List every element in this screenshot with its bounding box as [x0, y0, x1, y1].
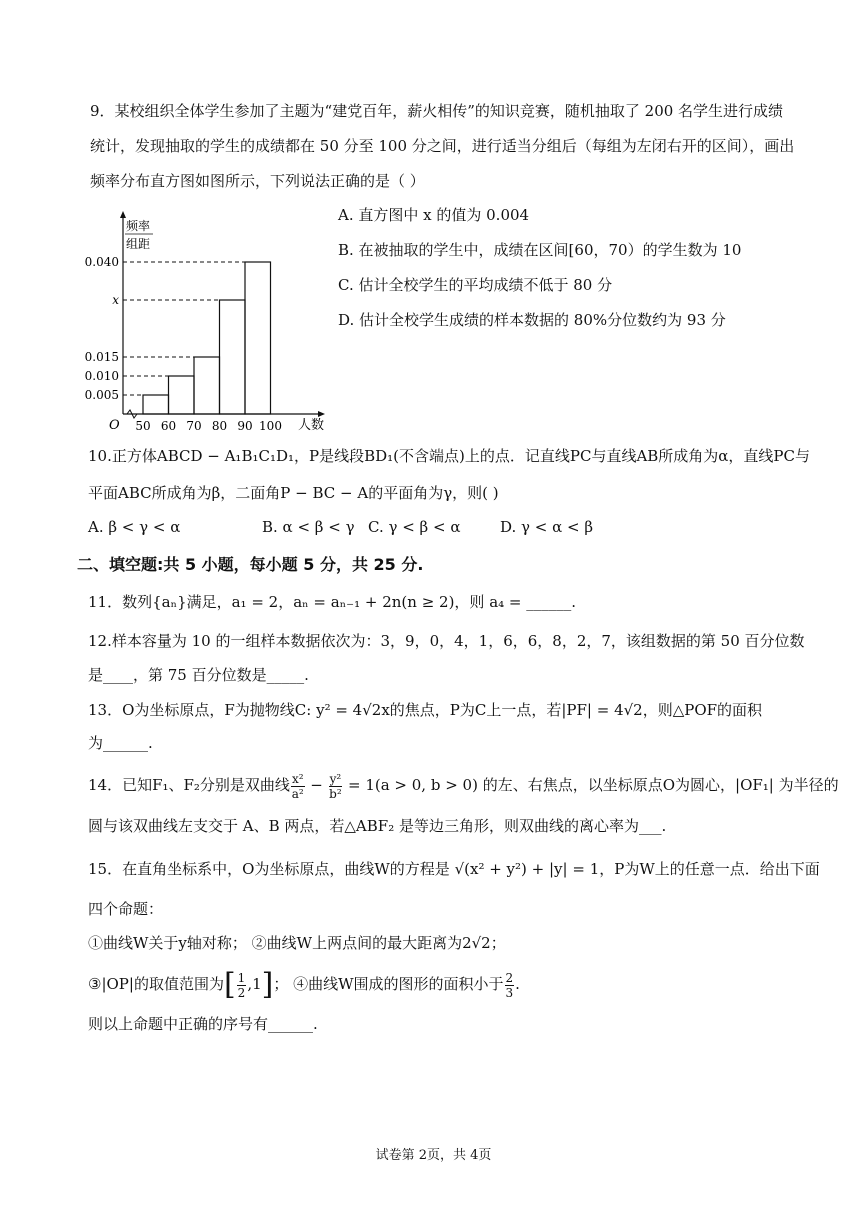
q10-option-a: A. β < γ < α: [88, 518, 181, 536]
q13-line-2: 为______.: [88, 734, 153, 752]
q9-option-d: D. 估计全校学生成绩的样本数据的 80%分位数约为 93 分: [338, 311, 726, 329]
q15-prop3-suffix: ,1: [247, 975, 262, 993]
q15-line-1: 15．在直角坐标系中，O为坐标原点，曲线W的方程是 √(x² + y²) + |y| = 1，P为W上的任意一点．给出下面: [88, 860, 820, 878]
q15-prop3-fraction: [237, 971, 247, 1000]
q9-stem-line-3: 频率分布直方图如图所示，下列说法正确的是（ ）: [90, 172, 425, 190]
histogram-bar-50-60: [143, 395, 169, 414]
q14-frac2-den: b²: [329, 786, 342, 801]
histogram-bar-90-100: [245, 262, 271, 414]
q14-frac1-num: x²: [291, 771, 304, 786]
x-tick-label: 100: [259, 419, 282, 433]
q10-option-b: B. α < β < γ: [262, 518, 355, 536]
q12-line-2: 是____，第 75 百分位数是_____.: [88, 666, 309, 684]
histogram-bar-60-70: [169, 376, 195, 414]
section-2-heading: 二、填空题:共 5 小题，每小题 5 分，共 25 分.: [77, 555, 424, 574]
page-footer: 试卷第 2页，共 4页: [375, 1148, 492, 1163]
q11-text: 11．数列{aₙ}满足，a₁ = 2，aₙ = aₙ₋₁ + 2n(n ≥ 2)，则 a₄ = ______.: [88, 593, 577, 611]
histogram-bar-80-90: [220, 300, 246, 414]
q15-prop3-frac-num: 1: [237, 970, 246, 985]
y-tick-label: 0.010: [84, 369, 119, 383]
x-tick-label: 70: [186, 419, 202, 433]
q15-prop3-frac-den: 2: [237, 985, 246, 1000]
q9-stem-line-2: 统计，发现抽取的学生的成绩都在 50 分至 100 分之间，进行适当分组后（每组为左闭右开的区间），画出: [90, 137, 795, 155]
x-tick-label: 50: [135, 419, 151, 433]
y-tick-label: 0.040: [84, 255, 119, 269]
q15-prop-1-2: ①曲线W关于y轴对称； ②曲线W上两点间的最大距离为2√2；: [88, 934, 506, 952]
q15-prop4-fraction: [505, 971, 515, 1000]
x-tick-label: 80: [211, 419, 228, 433]
q12-line-1: 12.样本容量为 10 的一组样本数据依次为：3，9，0，4，1，6，6，8，2，7，该组数据的第 50 百分位数: [88, 632, 805, 650]
q14-suffix: = 1(a > 0, b > 0) 的左、右焦点，以坐标原点O为圆心，|OF₁| 为半径的: [343, 776, 839, 794]
frequency-histogram: [78, 208, 340, 440]
q9-stem-line-1: 9．某校组织全体学生参加了主题为“建党百年，薪火相传”的知识竞赛，随机抽取了 200 名学生进行成绩: [90, 102, 784, 120]
q14-line-2: 圆与该双曲线左支交于 A、B 两点，若△ABF₂ 是等边三角形，则双曲线的离心率为___.: [88, 817, 667, 835]
y-tick-label: x: [112, 293, 119, 307]
q9-option-a: A. 直方图中 x 的值为 0.004: [338, 206, 530, 224]
q15-prop4-prefix: ； ④曲线W围成的图形的面积小于: [273, 975, 504, 993]
q14-frac2-num: y²: [329, 771, 342, 786]
q9-option-c: C. 估计全校学生的平均成绩不低于 80 分: [338, 276, 613, 294]
y-tick-label: 0.015: [84, 350, 119, 364]
q15-prop4-frac-den: 3: [505, 985, 514, 1000]
y-tick-label: 0.005: [84, 388, 119, 402]
left-bracket-icon: [: [223, 967, 236, 1002]
q10-stem-line-1: 10.正方体ABCD − A₁B₁C₁D₁，P是线段BD₁(不含端点)上的点．记直线PC与直线AB所成角为α，直线PC与: [88, 447, 810, 465]
x-tick-label: 90: [237, 419, 253, 433]
y-axis-label-bottom: 组距: [126, 237, 151, 251]
q15-answer-line: 则以上命题中正确的序号有______.: [88, 1015, 318, 1033]
q10-stem-line-2: 平面ABC所成角为β，二面角P − BC − A的平面角为γ，则( ): [88, 484, 499, 502]
q15-prop-3-4: ③|OP|的取值范围为[ $\frac{1}{2}$ ,1]； ④曲线W围成的图形的面积小于 $\frac{2}{3}$ .: [88, 967, 520, 1002]
q15-line-2: 四个命题：: [88, 900, 164, 918]
q14-fraction-x: [291, 772, 305, 801]
right-bracket-icon: ]: [261, 967, 274, 1002]
q15-prop4-frac-num: 2: [505, 970, 514, 985]
q14-prefix: 14．已知F₁、F₂分别是双曲线: [88, 776, 290, 794]
y-axis-label-top: 频率: [126, 219, 151, 233]
q9-option-b: B. 在被抽取的学生中，成绩在区间[60，70）的学生数为 10: [338, 241, 742, 259]
origin-label: O: [109, 418, 120, 433]
q10-option-c: C. γ < β < α: [368, 518, 461, 536]
q13-line-1: 13．O为坐标原点，F为抛物线C: y² = 4√2x的焦点，P为C上一点，若|PF| = 4√2，则△POF的面积: [88, 701, 763, 719]
q14-line-1: 14．已知F₁、F₂分别是双曲线 $\frac{\text{x²}}{\text{a²}}$ − $\frac{\text{y²}}{\text{b²}}$ = 1(a > 0, b > 0) 的左、右焦点，以坐标原点O为圆心，|OF₁| 为半径的: [88, 771, 839, 801]
x-axis-label: 人数: [298, 418, 325, 433]
x-axis-arrow-icon: [318, 411, 325, 417]
x-tick-label: 60: [160, 419, 177, 433]
q10-option-d: D. γ < α < β: [500, 518, 594, 536]
y-axis-arrow-icon: [120, 211, 126, 218]
q14-fraction-y: [329, 772, 343, 801]
q14-frac1-den: a²: [291, 786, 304, 801]
histogram-bar-70-80: [194, 357, 220, 414]
q15-prop3-prefix: ③|OP|的取值范围为: [88, 975, 224, 993]
